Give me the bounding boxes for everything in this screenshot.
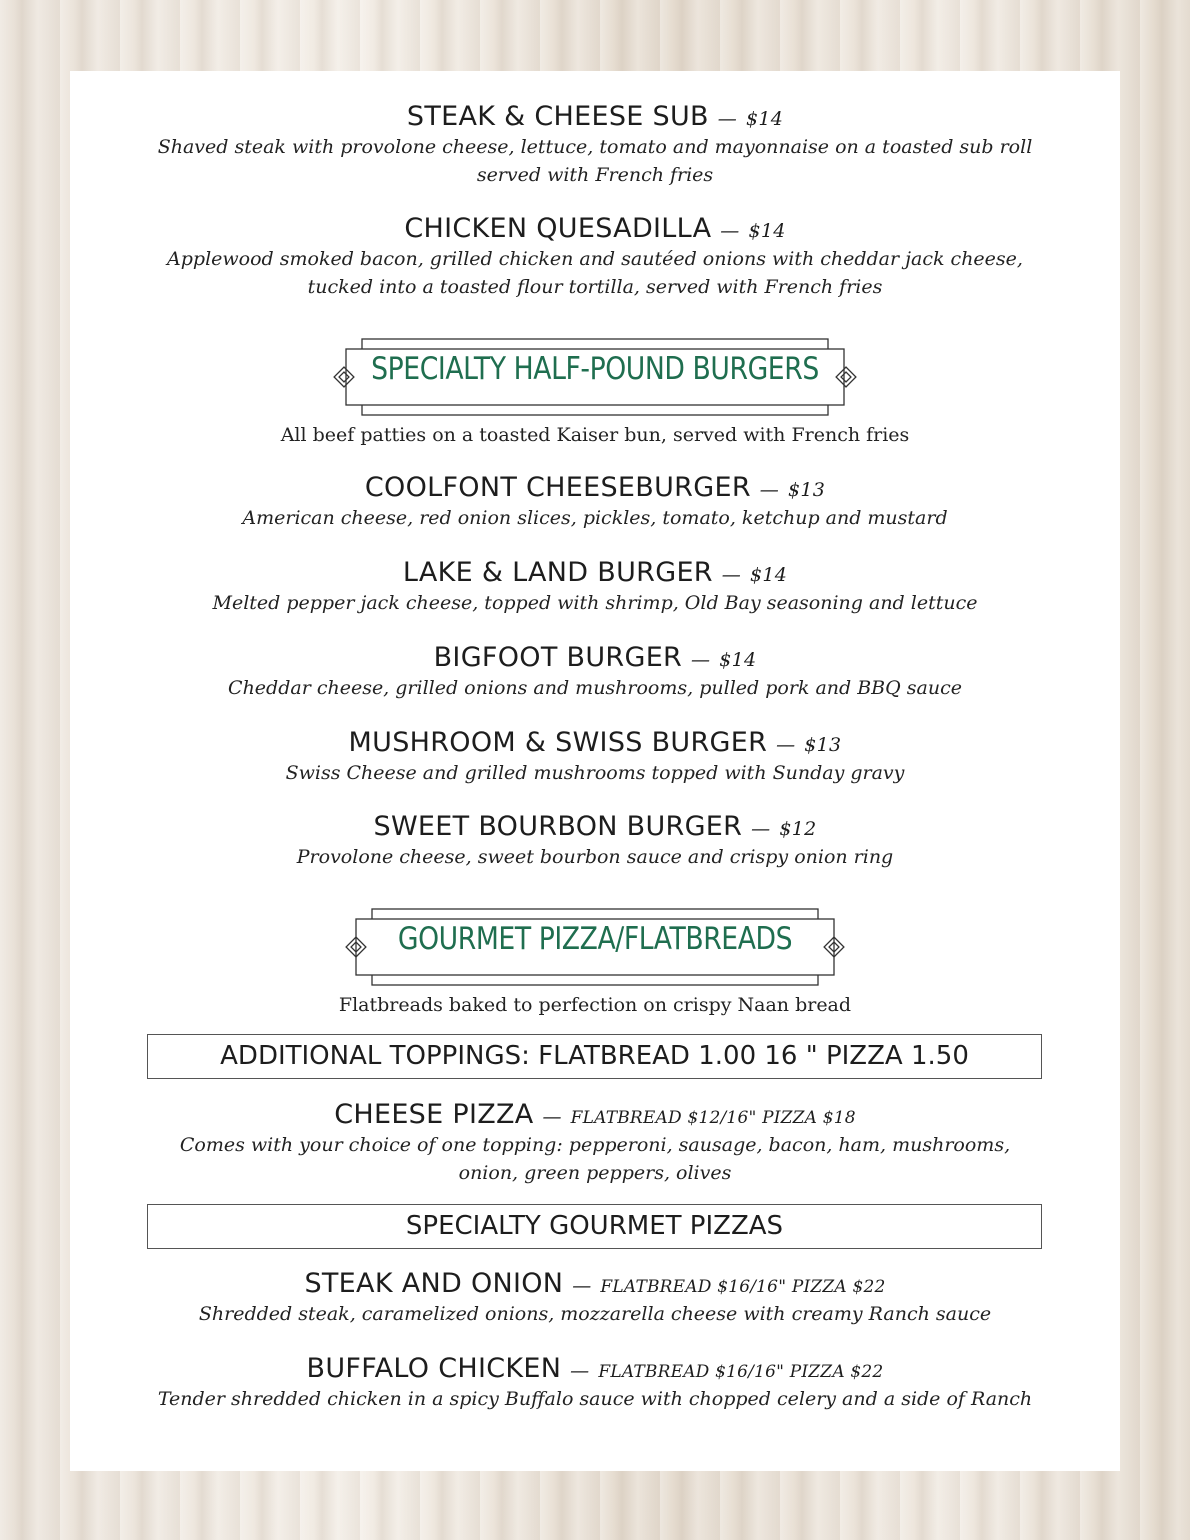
- section-banner-burgers: [70, 337, 1120, 417]
- menu-item-buffalo-chicken: [70, 1353, 1120, 1413]
- dash: —: [572, 1275, 592, 1297]
- dash: —: [720, 220, 740, 242]
- item-description: American cheese, red onion slices, pickles, tomato, ketchup and mustard: [242, 507, 948, 529]
- item-description-line: served with French fries: [476, 164, 714, 186]
- item-name: STEAK & CHEESE SUB: [406, 101, 709, 132]
- menu-page: [70, 71, 1120, 1471]
- item-price: FLATBREAD $12/16" PIZZA $18: [570, 1108, 856, 1128]
- section-heading: SPECIALTY HALF-POUND BURGERS: [371, 351, 819, 387]
- item-price: $14: [719, 649, 757, 671]
- dash: —: [570, 1360, 590, 1382]
- item-description-line: Applewood smoked bacon, grilled chicken and sautéed onions with cheddar jack cheese,: [167, 248, 1023, 270]
- section-banner-pizza: [70, 907, 1120, 987]
- section-note: Flatbreads baked to perfection on crispy Naan bread: [338, 994, 852, 1016]
- dash: —: [751, 818, 771, 840]
- menu-item-steak-and-onion: [70, 1268, 1120, 1328]
- dash: —: [759, 479, 780, 501]
- item-price: $14: [745, 108, 784, 130]
- item-name: CHEESE PIZZA: [334, 1099, 534, 1130]
- item-price: FLATBREAD $16/16" PIZZA $22: [600, 1277, 886, 1297]
- item-name: SWEET BOURBON BURGER: [373, 811, 743, 842]
- dash: —: [721, 564, 742, 586]
- item-price: $12: [779, 818, 817, 840]
- item-description-line: onion, green peppers, olives: [458, 1162, 732, 1184]
- item-description: Melted pepper jack cheese, topped with shrimp, Old Bay seasoning and lettuce: [212, 592, 978, 614]
- dash: —: [542, 1106, 562, 1128]
- item-price: $13: [804, 734, 842, 756]
- item-description: Swiss Cheese and grilled mushrooms topped with Sunday gravy: [285, 762, 905, 784]
- item-description-line: Shaved steak with provolone cheese, lettuce, tomato and mayonnaise on a toasted sub roll: [157, 136, 1033, 158]
- item-description-line: tucked into a toasted flour tortilla, served with French fries: [307, 276, 883, 298]
- item-description: Shredded steak, caramelized onions, mozzarella cheese with creamy Ranch sauce: [198, 1303, 992, 1325]
- menu-item-coolfont-cheeseburger: [70, 472, 1120, 532]
- menu-item-steak-cheese-sub: [70, 101, 1120, 189]
- item-name: BIGFOOT BURGER: [433, 642, 683, 673]
- dash: —: [717, 108, 738, 130]
- item-name: CHICKEN QUESADILLA: [404, 213, 712, 244]
- item-name: BUFFALO CHICKEN: [306, 1353, 562, 1384]
- item-price: FLATBREAD $16/16" PIZZA $22: [598, 1362, 884, 1382]
- section-heading: GOURMET PIZZA/FLATBREADS: [397, 921, 793, 957]
- menu-item-cheese-pizza: [70, 1099, 1120, 1187]
- menu-item-sweet-bourbon-burger: [70, 811, 1120, 871]
- item-name: LAKE & LAND BURGER: [402, 557, 713, 588]
- menu-item-chicken-quesadilla: [70, 213, 1120, 301]
- item-description: Provolone cheese, sweet bourbon sauce and crispy onion ring: [296, 846, 894, 868]
- item-price: $14: [748, 220, 786, 242]
- item-name: MUSHROOM & SWISS BURGER: [348, 727, 768, 758]
- menu-item-bigfoot-burger: [70, 642, 1120, 702]
- item-name: COOLFONT CHEESEBURGER: [364, 472, 751, 503]
- item-description: Cheddar cheese, grilled onions and mushrooms, pulled pork and BBQ sauce: [228, 677, 962, 699]
- dash: —: [776, 734, 796, 756]
- item-description-line: Comes with your choice of one topping: pepperoni, sausage, bacon, ham, mushrooms,: [179, 1134, 1011, 1156]
- menu-item-mushroom-swiss-burger: [70, 727, 1120, 787]
- item-price: $13: [787, 479, 826, 501]
- item-name: STEAK AND ONION: [304, 1268, 564, 1299]
- menu-item-lake-land-burger: [70, 557, 1120, 617]
- specialty-pizzas-box: SPECIALTY GOURMET PIZZAS: [147, 1204, 1042, 1249]
- item-description: Tender shredded chicken in a spicy Buffalo sauce with chopped celery and a side of Ranch: [157, 1388, 1033, 1410]
- section-note: All beef patties on a toasted Kaiser bun, served with French fries: [280, 424, 910, 446]
- additional-toppings-box: ADDITIONAL TOPPINGS: FLATBREAD 1.00 16 " PIZZA 1.50: [147, 1034, 1042, 1079]
- item-price: $14: [749, 564, 788, 586]
- dash: —: [691, 649, 711, 671]
